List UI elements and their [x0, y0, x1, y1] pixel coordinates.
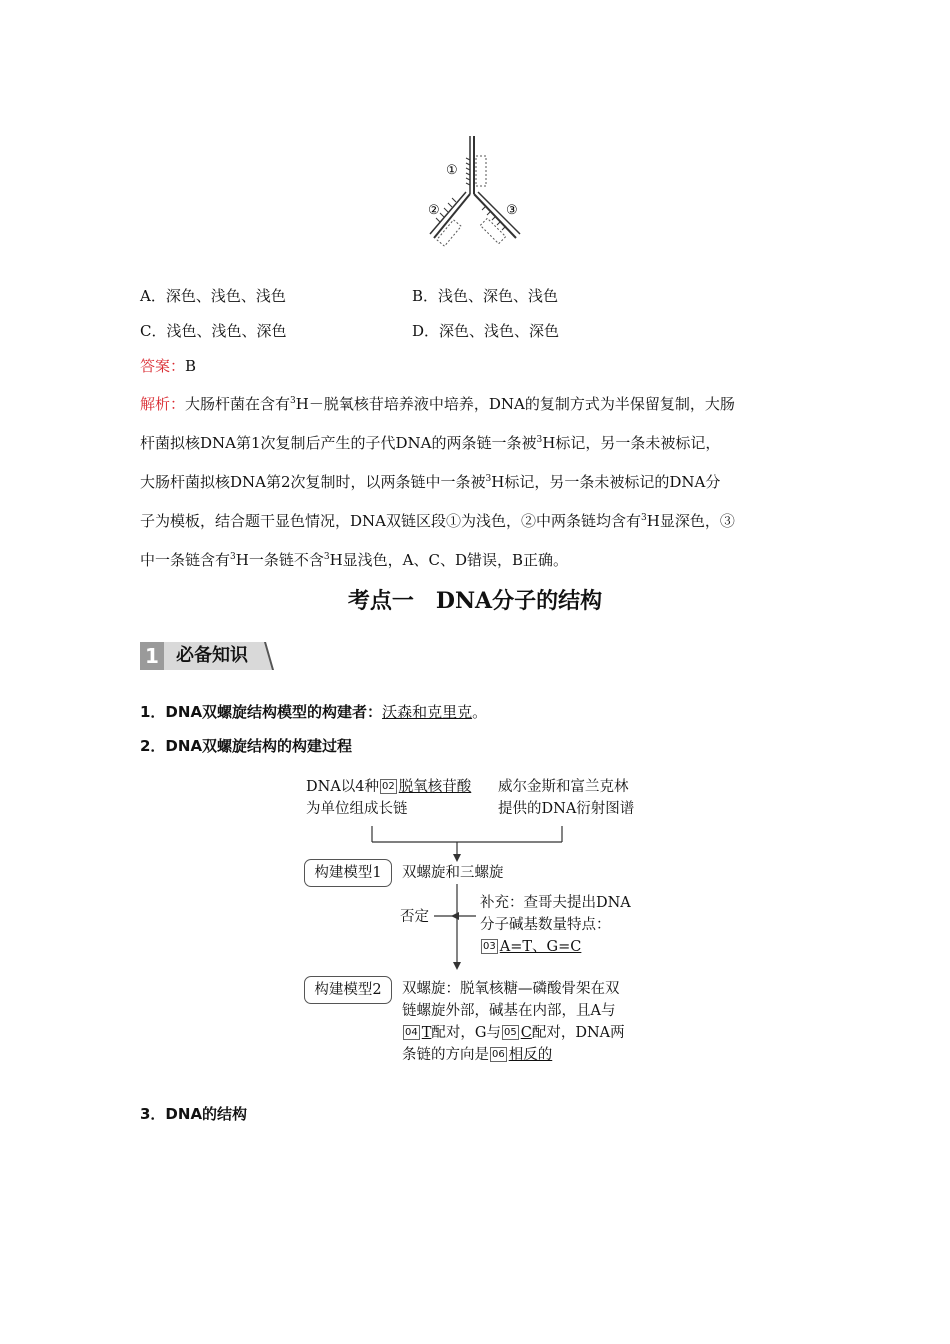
- flow-text: 配对，G与: [431, 1025, 501, 1041]
- figure-label-2: ②: [428, 203, 440, 218]
- blank-number: 04: [405, 1027, 418, 1038]
- analysis-text: H标记，另一条未被标记，: [542, 434, 721, 452]
- blank-number: 02: [382, 781, 395, 792]
- item-2: 2．DNA双螺旋结构的构建过程: [140, 737, 353, 755]
- replication-fork-figure: [420, 128, 530, 248]
- analysis-text: H－脱氧核苷培养液中培养，DNA的复制方式为半保留复制，大肠: [295, 395, 735, 413]
- flow-blank-answer: T: [421, 1025, 432, 1041]
- item-1-answer: 沃森和克里克: [382, 703, 473, 721]
- analysis-text: H一条链不含: [235, 551, 324, 569]
- answer-value: B: [185, 357, 197, 375]
- supplement-line3: [480, 936, 581, 958]
- model-2-line2: 链螺旋外部，碱基在内部，且A与: [402, 1003, 616, 1019]
- superscript: 3: [323, 552, 330, 562]
- superscript: 3: [536, 435, 543, 445]
- analysis-text: 大肠杆菌在含有: [185, 395, 291, 413]
- item-3: 3．DNA的结构: [140, 1105, 248, 1123]
- model-2-line3: [402, 1022, 625, 1044]
- blank-number: 05: [504, 1027, 517, 1038]
- analysis-text: 中一条链含有: [140, 551, 231, 569]
- superscript: 3: [485, 474, 492, 484]
- flow-right-line1: 威尔金斯和富兰克林: [498, 779, 629, 795]
- flow-text: 配对，DNA两: [531, 1025, 625, 1041]
- model-1-description: 双螺旋和三螺旋: [402, 865, 504, 881]
- analysis-text: 杆菌拟核DNA第1次复制后产生的子代DNA的两条链一条被: [140, 434, 537, 452]
- superscript: 3: [290, 396, 296, 406]
- analysis-text: 大肠杆菌拟核DNA第2次复制时，以两条链中一条被: [140, 473, 486, 491]
- flow-text: DNA以4种: [306, 779, 380, 795]
- model-2-box: 构建模型2: [304, 976, 392, 1004]
- analysis-paragraph: [140, 383, 812, 578]
- figure-label-3: ③: [506, 203, 518, 218]
- analysis-label: 解析：: [140, 395, 186, 413]
- flow-left-line1: [306, 776, 471, 798]
- analysis-text: H显浅色，A、C、D错误，B正确。: [329, 551, 569, 569]
- section-title: 考点一 DNA分子的结构: [347, 588, 603, 614]
- answer-line: [140, 356, 196, 376]
- flow-blank-answer: 脱氧核苷酸: [398, 779, 472, 795]
- badge-text: 必备知识: [176, 645, 248, 666]
- analysis-text: H标记，另一条未被标记的DNA分: [491, 473, 721, 491]
- item-1: [140, 702, 487, 722]
- item-1-prefix: 1．DNA双螺旋结构模型的构建者：: [140, 703, 383, 721]
- flow-text: 条链的方向是: [402, 1047, 489, 1063]
- blank-number: 03: [483, 941, 496, 952]
- flow-blank-answer: 相反的: [508, 1047, 553, 1063]
- item-1-suffix: 。: [472, 703, 488, 721]
- flow-blank-answer: C: [520, 1025, 532, 1041]
- flow-blank-answer: A=T、G=C: [499, 939, 582, 955]
- superscript: 3: [230, 552, 236, 562]
- option-a: A．深色、浅色、浅色: [140, 287, 286, 305]
- figure-label-1: ①: [446, 163, 458, 178]
- supplement-line2: 分子碱基数量特点：: [480, 917, 611, 933]
- option-d: D．深色、浅色、深色: [412, 322, 560, 340]
- model-1-box: 构建模型1: [304, 859, 392, 887]
- negate-label: 否定: [400, 909, 429, 925]
- analysis-text: H显深色，③: [646, 512, 735, 530]
- option-b: B．浅色、深色、浅色: [412, 287, 559, 305]
- model-2-line4: [402, 1044, 552, 1066]
- analysis-text: 子为模板，结合题干显色情况，DNA双链区段①为浅色，②中两条链均含有: [140, 512, 641, 530]
- blank-number: 06: [492, 1049, 505, 1060]
- flow-left-line2: 为单位组成长链: [306, 801, 408, 817]
- model-2-line1: 双螺旋：脱氧核糖—磷酸骨架在双: [402, 981, 620, 997]
- flow-right-line2: 提供的DNA衍射图谱: [498, 801, 635, 817]
- badge-number: 1: [145, 644, 159, 668]
- supplement-line1: 补充：查哥夫提出DNA: [480, 895, 631, 911]
- option-c: C．浅色、浅色、深色: [140, 322, 287, 340]
- answer-label: 答案：: [140, 357, 186, 375]
- superscript: 3: [641, 513, 647, 523]
